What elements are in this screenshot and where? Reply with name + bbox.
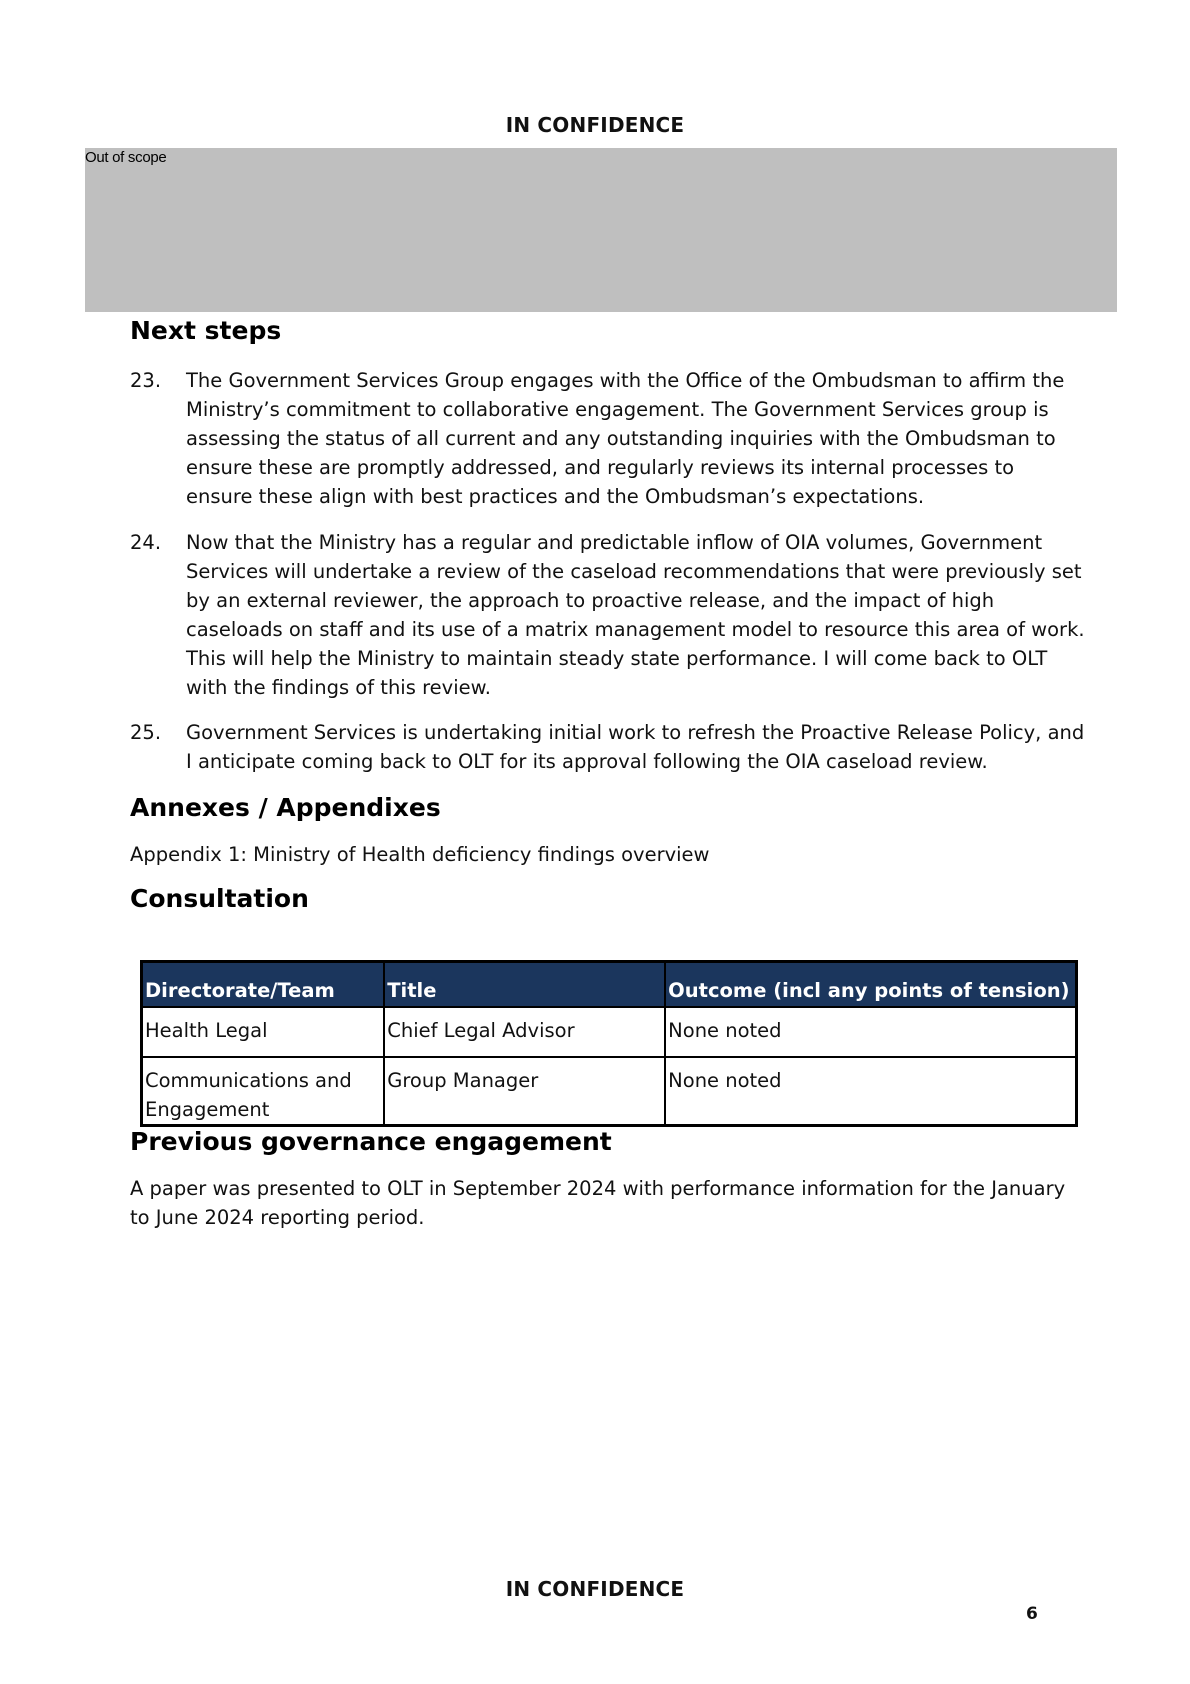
item-number: 23. xyxy=(130,369,162,392)
redacted-block xyxy=(85,148,1117,312)
item-text: Government Services is undertaking initial work to refresh the Proactive Release Policy, and I anticipate coming back to OLT for its approval following the OIA caseload review. xyxy=(186,721,1085,773)
column-header: Directorate/Team xyxy=(142,962,385,1008)
table-cell: None noted xyxy=(665,1007,1076,1057)
table-cell: None noted xyxy=(665,1057,1076,1126)
heading-next-steps: Next steps xyxy=(130,316,282,345)
item-text: The Government Services Group engages with the Office of the Ombudsman to affirm the Ministry’s commitment to collaborative engagement. The Government Services group is assessing the status of all current and any outstanding inquiries with the Ombudsman to ensure these are promptly addressed, and regularly reviews its internal processes to ensure these align with best practices and the Ombudsman’s expectations. xyxy=(186,369,1065,508)
column-header: Outcome (incl any points of tension) xyxy=(665,962,1076,1008)
heading-consultation: Consultation xyxy=(130,884,309,913)
appendix-text: Appendix 1: Ministry of Health deficiency findings overview xyxy=(130,843,710,866)
table-row xyxy=(142,1007,1077,1057)
item-text: Now that the Ministry has a regular and predictable inflow of OIA volumes, Government Services will undertake a review of the caseload recommendations that were previously set by an external reviewer, the approach to proactive release, and the impact of high caseloads on staff and its use of a matrix management model to resource this area of work. This will help the Ministry to maintain steady state performance. I will come back to OLT with the findings of this review. xyxy=(186,531,1085,699)
heading-previous-governance: Previous governance engagement xyxy=(130,1127,612,1156)
table-cell: Health Legal xyxy=(142,1007,385,1057)
table-cell: Group Manager xyxy=(384,1057,665,1126)
column-header: Title xyxy=(384,962,665,1008)
previous-governance-text: A paper was presented to OLT in September 2024 with performance information for the January to June 2024 reporting period. xyxy=(130,1177,1066,1229)
table-header-row xyxy=(142,962,1077,1008)
heading-annexes: Annexes / Appendixes xyxy=(130,793,441,822)
table-row xyxy=(142,1057,1077,1126)
table-cell: Communications and Engagement xyxy=(142,1057,385,1126)
consultation-table xyxy=(140,960,1078,1127)
table-cell: Chief Legal Advisor xyxy=(384,1007,665,1057)
header-classification: IN CONFIDENCE xyxy=(505,113,685,137)
redaction-label: Out of scope xyxy=(85,149,167,166)
footer-classification: IN CONFIDENCE xyxy=(505,1577,685,1601)
item-number: 24. xyxy=(130,531,162,554)
item-number: 25. xyxy=(130,721,162,744)
page-number: 6 xyxy=(1026,1604,1038,1624)
